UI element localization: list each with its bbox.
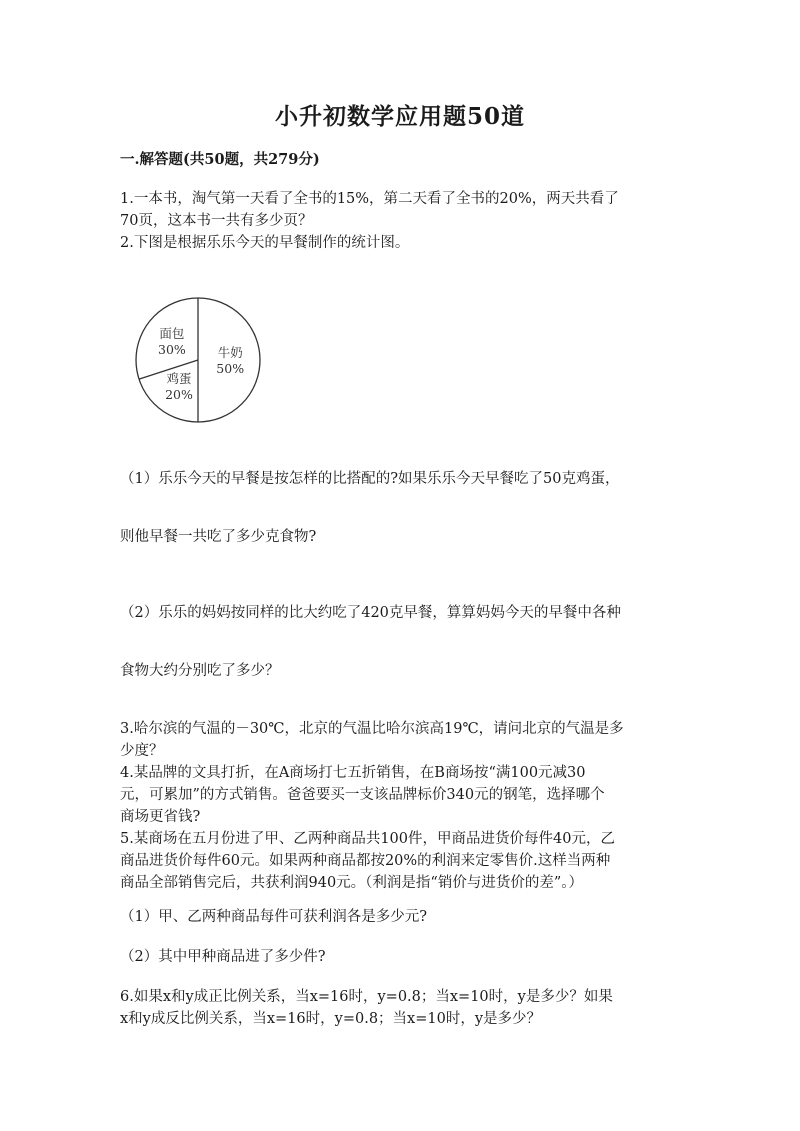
- pie-slice-percent: 30%: [158, 342, 186, 357]
- pie-slice-name: 牛奶: [217, 345, 243, 360]
- pie-slice-percent: 50%: [216, 361, 245, 376]
- question-5-line-1: 5.某商场在五月份进了甲、乙两种商品共100件，甲商品进货价每件40元，乙: [120, 831, 615, 847]
- section-heading: 一.解答题(共50题，共279分): [120, 151, 320, 168]
- question-2-sub-1-line-1: （1）乐乐今天的早餐是按怎样的比搭配的?如果乐乐今天早餐吃了50克鸡蛋，: [120, 471, 620, 487]
- question-1-line-1: 1.一本书，淘气第一天看了全书的15%，第二天看了全书的20%，两天共看了: [120, 191, 619, 207]
- page-title: 小升初数学应用题50道: [274, 103, 525, 130]
- question-2-sub-2-line-2: 食物大约分别吃了多少？: [120, 663, 280, 679]
- question-4-line-1: 4.某品牌的文具打折，在A商场打七五折销售，在B商场按“满100元减30: [120, 765, 586, 781]
- question-6-line-2: x和y成反比例关系，当x=16时，y=0.8；当x=10时，y是多少？: [120, 1011, 542, 1027]
- question-2-sub-2-line-1: （2）乐乐的妈妈按同样的比大约吃了420克早餐，算算妈妈今天的早餐中各种: [120, 605, 621, 621]
- question-4-line-2: 元，可累加”的方式销售。爸爸要买一支该品牌标价340元的钢笔，选择哪个: [120, 787, 605, 803]
- pie-slice-percent: 20%: [165, 387, 193, 403]
- question-2-line-1: 2.下图是根据乐乐今天的早餐制作的统计图。: [120, 235, 410, 251]
- question-5-sub-2: （2）其中甲种商品进了多少件?: [120, 949, 326, 965]
- question-6-line-1: 6.如果x和y成正比例关系，当x=16时，y=0.8；当x=10时，y是多少？如果: [120, 989, 613, 1005]
- question-5-line-3: 商品全部销售完后，共获利润940元。（利润是指“销价与进货价的差”。）: [120, 875, 583, 891]
- question-5-sub-1: （1）甲、乙两种商品每件可获利润各是多少元?: [120, 909, 427, 925]
- pie-slice-name: 面包: [159, 326, 185, 341]
- question-3-line-1: 3.哈尔滨的气温的－30℃，北京的气温比哈尔滨高19℃，请问北京的气温是多: [120, 721, 624, 737]
- question-1-line-2: 70页，这本书一共有多少页？: [120, 213, 313, 229]
- question-5-line-2: 商品进货价每件60元。如果两种商品都按20%的利润来定零售价.这样当两种: [120, 853, 611, 869]
- breakfast-pie-chart: [130, 292, 266, 428]
- question-3-line-2: 少度？: [120, 743, 164, 759]
- pie-slice-name: 鸡蛋: [166, 371, 192, 387]
- question-2-sub-1-line-2: 则他早餐一共吃了多少克食物?: [120, 529, 317, 545]
- question-4-line-3: 商场更省钱?: [120, 809, 201, 825]
